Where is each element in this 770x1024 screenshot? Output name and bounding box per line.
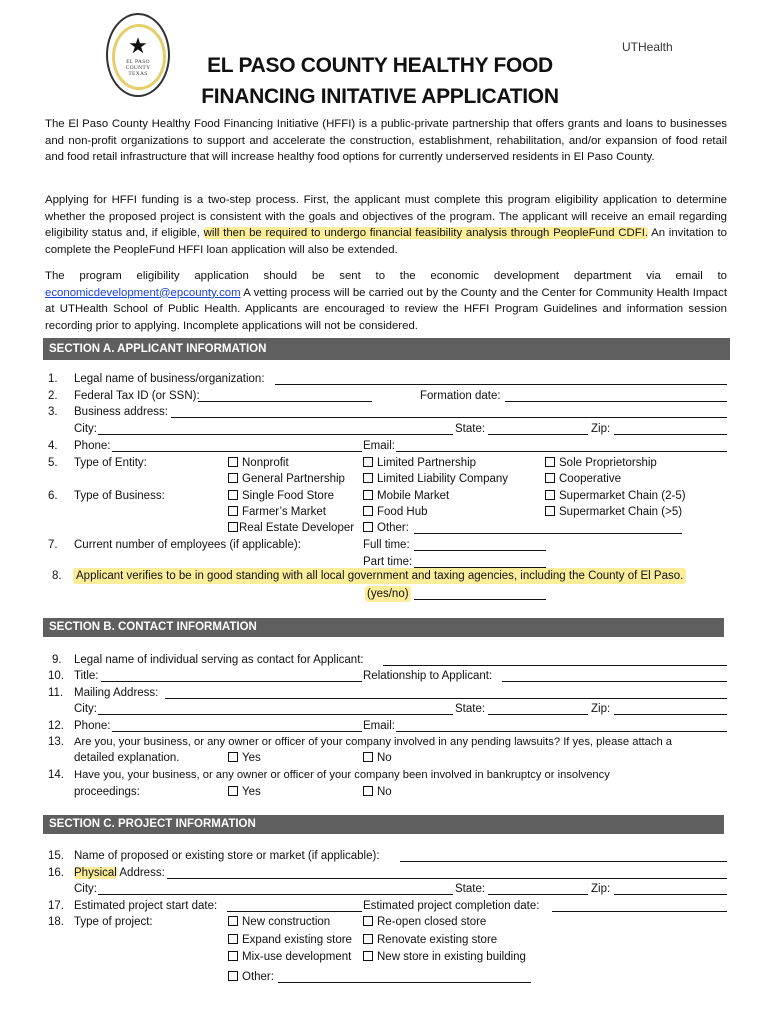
checkbox-icon[interactable] bbox=[228, 916, 238, 926]
checkbox-supermarket-2-5[interactable] bbox=[545, 488, 686, 504]
checkbox-icon[interactable] bbox=[228, 490, 238, 500]
zip-field[interactable] bbox=[614, 881, 727, 895]
label: Federal Tax ID (or SSN): bbox=[74, 390, 200, 402]
option-label: No bbox=[377, 786, 392, 798]
section-c-header: SECTION C. PROJECT INFORMATION bbox=[43, 815, 724, 834]
label: Phone: bbox=[74, 720, 111, 732]
option-label: Farmer’s Market bbox=[242, 506, 326, 518]
option-label: Single Food Store bbox=[242, 490, 335, 502]
option-label: Other: bbox=[242, 971, 274, 983]
label: detailed explanation. bbox=[74, 752, 180, 764]
form-row bbox=[0, 865, 770, 881]
row-8 bbox=[0, 568, 770, 584]
num: 18. bbox=[48, 916, 64, 928]
label: Estimated project completion date: bbox=[363, 900, 540, 912]
checkbox-renovate-existing-store[interactable] bbox=[363, 932, 497, 948]
num: 10. bbox=[48, 670, 64, 682]
checkbox-general-partnership[interactable] bbox=[228, 471, 345, 487]
uthealth-logo bbox=[622, 40, 682, 100]
label: Legal name of business/organization: bbox=[74, 373, 265, 385]
email-link[interactable]: economicdevelopment@epcounty.com bbox=[45, 286, 241, 299]
label: Title: bbox=[74, 670, 99, 682]
option-label: No bbox=[377, 752, 392, 764]
checkbox-nonprofit[interactable] bbox=[228, 455, 289, 471]
option-label: New construction bbox=[242, 916, 331, 928]
form-row bbox=[0, 949, 770, 965]
checkbox-supermarket-gt5[interactable] bbox=[545, 504, 682, 520]
checkbox-icon[interactable] bbox=[363, 786, 373, 796]
row-5 bbox=[0, 455, 770, 471]
option-label: Real Estate Developer bbox=[239, 522, 355, 534]
email-field[interactable] bbox=[396, 718, 727, 732]
checkbox-single-food-store[interactable] bbox=[228, 488, 334, 504]
good-standing-field[interactable] bbox=[414, 586, 546, 600]
checkbox-llc[interactable] bbox=[363, 471, 508, 487]
row-6 bbox=[0, 488, 770, 504]
checkbox-icon[interactable] bbox=[545, 457, 555, 467]
checkbox-sole-proprietorship[interactable] bbox=[545, 455, 657, 471]
label bbox=[74, 865, 165, 881]
checkbox-icon[interactable] bbox=[363, 522, 373, 532]
checkbox-limited-partnership[interactable] bbox=[363, 455, 476, 471]
checkbox-icon[interactable] bbox=[363, 490, 373, 500]
checkbox-icon[interactable] bbox=[545, 473, 555, 483]
label: Phone: bbox=[74, 440, 111, 452]
business-address-field[interactable] bbox=[171, 404, 727, 418]
title-line2: FINANCING INITATIVE APPLICATION bbox=[201, 85, 559, 108]
checkbox-icon[interactable] bbox=[363, 934, 373, 944]
option-label: New store in existing building bbox=[377, 951, 526, 963]
form-row bbox=[0, 784, 770, 800]
relationship-field[interactable] bbox=[502, 668, 727, 682]
label: Mailing Address: bbox=[74, 687, 159, 699]
physical-address-field[interactable] bbox=[167, 865, 727, 879]
option-label: Address: bbox=[116, 867, 165, 879]
option-label: General Partnership bbox=[242, 473, 345, 485]
option-label: Yes bbox=[242, 752, 261, 764]
legal-name-field[interactable] bbox=[275, 371, 727, 385]
state-field[interactable] bbox=[488, 701, 588, 715]
p2-text-end: An invitation to complete the PeopleFund HFFI loan application will also be extended. bbox=[45, 227, 727, 256]
row-1 bbox=[0, 371, 770, 387]
label: Email: bbox=[363, 440, 395, 452]
title-field[interactable] bbox=[101, 668, 362, 682]
num: 17. bbox=[48, 900, 64, 912]
num: 2. bbox=[48, 390, 58, 402]
option-label: Re-open closed store bbox=[377, 916, 487, 928]
label: Name of proposed or existing store or market (if applicable): bbox=[74, 850, 380, 862]
intro-paragraph-3 bbox=[45, 268, 727, 334]
label: Zip: bbox=[591, 883, 611, 895]
option-label: Supermarket Chain (2-5) bbox=[559, 490, 686, 502]
seal-logo-text: EL PASO COUNTY TEXAS bbox=[125, 59, 151, 77]
checkbox-icon[interactable] bbox=[228, 786, 238, 796]
other-business-field[interactable] bbox=[414, 520, 682, 534]
checkbox-cooperative[interactable] bbox=[545, 471, 621, 487]
full-time-field[interactable] bbox=[414, 537, 546, 551]
good-standing-statement: Applicant verifies to be in good standing with all local government and taxing agencies, including the County of El Paso. bbox=[73, 568, 686, 584]
option-label: Yes bbox=[242, 786, 261, 798]
section-b-header: SECTION B. CONTACT INFORMATION bbox=[43, 618, 724, 637]
form-row bbox=[0, 914, 770, 930]
label: Email: bbox=[363, 720, 395, 732]
checkbox-mix-use-development[interactable] bbox=[228, 949, 351, 965]
checkbox-icon[interactable] bbox=[545, 506, 555, 516]
checkbox-bankruptcy-yes[interactable] bbox=[228, 784, 261, 800]
intro-paragraph-2 bbox=[45, 192, 727, 258]
checkbox-icon[interactable] bbox=[363, 916, 373, 926]
row-8b bbox=[0, 586, 770, 602]
row-2 bbox=[0, 388, 770, 404]
completion-date-field[interactable] bbox=[552, 898, 727, 912]
option-label: Food Hub bbox=[377, 506, 428, 518]
checkbox-lawsuit-no[interactable] bbox=[363, 750, 392, 766]
checkbox-icon[interactable] bbox=[228, 522, 238, 532]
checkbox-farmers-market[interactable] bbox=[228, 504, 326, 520]
num: 13. bbox=[48, 736, 64, 748]
form-row bbox=[0, 969, 770, 985]
label: Current number of employees (if applicable): bbox=[74, 539, 301, 551]
label: Are you, your business, or any owner or officer of your company involved in any pending lawsuits? If yes, please attach a bbox=[74, 736, 673, 748]
start-date-field[interactable] bbox=[227, 898, 362, 912]
checkbox-food-hub[interactable] bbox=[363, 504, 428, 520]
label: (yes/no) bbox=[367, 588, 409, 600]
option-label: Limited Liability Company bbox=[377, 473, 509, 485]
label: Estimated project start date: bbox=[74, 900, 218, 912]
row-5b bbox=[0, 471, 770, 487]
checkbox-icon[interactable] bbox=[228, 457, 238, 467]
email-field[interactable] bbox=[396, 438, 727, 452]
label: Zip: bbox=[591, 423, 611, 435]
row-3 bbox=[0, 404, 770, 420]
option-label: Other: bbox=[377, 522, 409, 534]
form-row bbox=[0, 881, 770, 897]
checkbox-icon[interactable] bbox=[545, 490, 555, 500]
form-row bbox=[0, 932, 770, 948]
tax-id-field[interactable] bbox=[198, 388, 372, 402]
checkbox-icon[interactable] bbox=[228, 971, 238, 981]
label: Part time: bbox=[363, 556, 413, 568]
checkbox-project-other[interactable] bbox=[228, 969, 274, 985]
option-label: Mobile Market bbox=[377, 490, 450, 502]
checkbox-icon[interactable] bbox=[363, 752, 373, 762]
city-field[interactable] bbox=[98, 421, 453, 435]
label: City: bbox=[74, 883, 97, 895]
num: 12. bbox=[48, 720, 64, 732]
option-label: Sole Proprietorship bbox=[559, 457, 657, 469]
p3-text-end: A vetting process will be carried out by the County and the Center for Community Health Impact at UTHealth School of Public Health. Applicants are encouraged to review the HFFI Program Guidelines and information session recording prior to applying. Incomplete applications will not be considered. bbox=[45, 286, 727, 332]
label: State: bbox=[455, 703, 486, 715]
num: 1. bbox=[48, 373, 58, 385]
contact-name-field[interactable] bbox=[383, 652, 727, 666]
num: 8. bbox=[52, 570, 62, 582]
checkbox-new-construction[interactable] bbox=[228, 914, 330, 930]
row-3-city bbox=[0, 421, 770, 437]
num: 16. bbox=[48, 867, 64, 879]
label: Business address: bbox=[74, 406, 168, 418]
state-field[interactable] bbox=[488, 421, 588, 435]
num: 14. bbox=[48, 769, 64, 781]
label: proceedings: bbox=[74, 786, 140, 798]
checkbox-icon[interactable] bbox=[363, 506, 373, 516]
num: 3. bbox=[48, 406, 58, 418]
form-row bbox=[0, 767, 770, 783]
checkbox-reopen-closed-store[interactable] bbox=[363, 914, 486, 930]
row-4 bbox=[0, 438, 770, 454]
intro-paragraph-1: The El Paso County Healthy Food Financing Initiative (HFFI) is a public-private partnership that offers grants and loans to businesses and non-profit organizations to support and accelerate the construction, establishment, rehabilitation, and/or expansion of food retail and food retail infrastructure that will increase healthy food options for currently underserved residents in El Paso County. bbox=[45, 118, 727, 164]
option-label: Mix-use development bbox=[242, 951, 352, 963]
checkbox-icon[interactable] bbox=[363, 473, 373, 483]
checkbox-new-store-existing-building[interactable] bbox=[363, 949, 526, 965]
label: Legal name of individual serving as contact for Applicant: bbox=[74, 654, 364, 666]
num: 11. bbox=[48, 687, 64, 699]
num: 15. bbox=[48, 850, 64, 862]
label: Relationship to Applicant: bbox=[363, 670, 493, 682]
page-title bbox=[150, 50, 610, 112]
form-row bbox=[0, 734, 770, 750]
label: State: bbox=[455, 423, 486, 435]
label: Full time: bbox=[363, 539, 410, 551]
checkbox-expand-existing-store[interactable] bbox=[228, 932, 352, 948]
uthealth-logo-text: UTHealth bbox=[622, 40, 673, 54]
num: 6. bbox=[48, 490, 58, 502]
mailing-address-field[interactable] bbox=[165, 685, 727, 699]
num: 7. bbox=[48, 539, 58, 551]
city-field[interactable] bbox=[98, 701, 453, 715]
option-label: Expand existing store bbox=[242, 934, 352, 946]
checkbox-bankruptcy-no[interactable] bbox=[363, 784, 392, 800]
option-label: Limited Partnership bbox=[377, 457, 477, 469]
checkbox-icon[interactable] bbox=[228, 473, 238, 483]
form-row bbox=[0, 750, 770, 766]
label: Zip: bbox=[591, 703, 611, 715]
form-row bbox=[0, 652, 770, 668]
city-field[interactable] bbox=[98, 881, 453, 895]
checkbox-icon[interactable] bbox=[228, 934, 238, 944]
label: Type of Business: bbox=[74, 490, 165, 502]
state-field[interactable] bbox=[488, 881, 588, 895]
checkbox-icon[interactable] bbox=[363, 951, 373, 961]
checkbox-icon[interactable] bbox=[228, 506, 238, 516]
label: Type of project: bbox=[74, 916, 153, 928]
form-row bbox=[0, 668, 770, 684]
label: Formation date: bbox=[420, 390, 501, 402]
label: Type of Entity: bbox=[74, 457, 147, 469]
row-6b bbox=[0, 504, 770, 520]
label: City: bbox=[74, 703, 97, 715]
option-label: Supermarket Chain (>5) bbox=[559, 506, 683, 518]
label: State: bbox=[455, 883, 486, 895]
checkbox-other[interactable] bbox=[363, 520, 409, 536]
checkbox-icon[interactable] bbox=[228, 752, 238, 762]
num: 4. bbox=[48, 440, 58, 452]
p2-highlight: will then be required to undergo financial feasibility analysis through PeopleFund CDFI. bbox=[203, 227, 649, 240]
label: City: bbox=[74, 423, 97, 435]
form-row bbox=[0, 848, 770, 864]
checkbox-real-estate-developer[interactable] bbox=[228, 520, 354, 536]
row-6c bbox=[0, 520, 770, 536]
p3-text: The program eligibility application should be sent to the economic development department via email to bbox=[45, 270, 727, 282]
formation-date-field[interactable] bbox=[505, 388, 727, 402]
form-row bbox=[0, 898, 770, 914]
row-7 bbox=[0, 537, 770, 553]
checkbox-lawsuit-yes[interactable] bbox=[228, 750, 261, 766]
part-time-field[interactable] bbox=[414, 554, 546, 568]
label: Have you, your business, or any owner or officer of your company been involved in bankruptcy or insolvency bbox=[74, 769, 610, 781]
checkbox-icon[interactable] bbox=[228, 951, 238, 961]
option-label: Nonprofit bbox=[242, 457, 289, 469]
p2-text: Applying for HFFI funding is a two-step process. First, the applicant must complete this program eligibility application to determine whether the proposed project is consistent with the goals and objectives of the program. The applicant will receive an email regarding eligibility status and, if eligible, bbox=[45, 194, 727, 240]
section-a-header: SECTION A. APPLICANT INFORMATION bbox=[43, 338, 730, 360]
project-other-field[interactable] bbox=[278, 969, 531, 983]
form-row bbox=[0, 685, 770, 701]
option-label: Physical bbox=[74, 867, 117, 879]
num: 9. bbox=[52, 654, 62, 666]
option-label: Renovate existing store bbox=[377, 934, 498, 946]
option-label: Cooperative bbox=[559, 473, 622, 485]
form-row bbox=[0, 718, 770, 734]
form-row bbox=[0, 701, 770, 717]
num: 5. bbox=[48, 457, 58, 469]
phone-field[interactable] bbox=[112, 438, 362, 452]
phone-field[interactable] bbox=[112, 718, 362, 732]
store-name-field[interactable] bbox=[400, 848, 727, 862]
title-line1: EL PASO COUNTY HEALTHY FOOD bbox=[207, 54, 553, 77]
checkbox-mobile-market[interactable] bbox=[363, 488, 449, 504]
star-icon: ★ bbox=[128, 33, 148, 58]
checkbox-icon[interactable] bbox=[363, 457, 373, 467]
zip-field[interactable] bbox=[614, 701, 727, 715]
zip-field[interactable] bbox=[614, 421, 727, 435]
